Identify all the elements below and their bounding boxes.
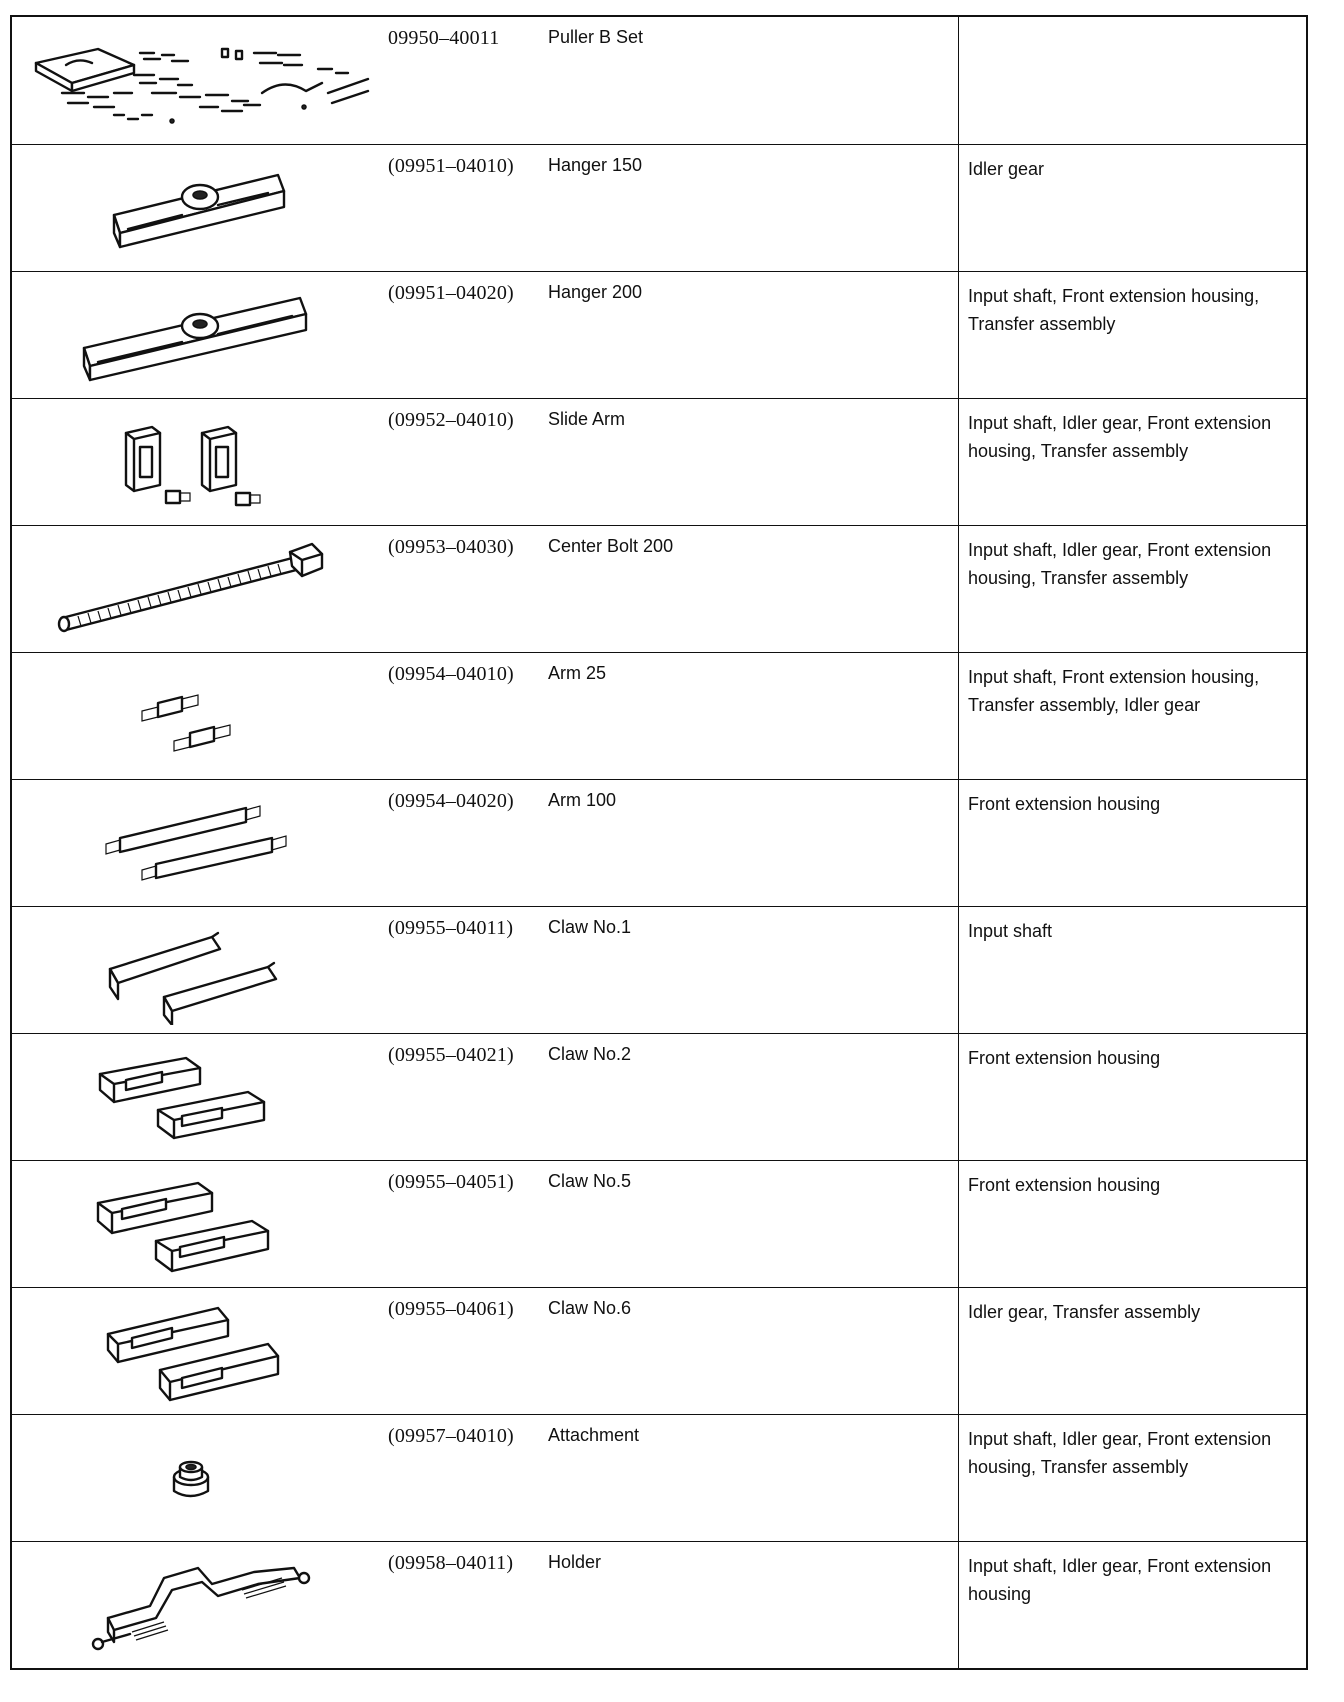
application-note: Input shaft, Idler gear, Front extension housing, Transfer assembly <box>968 413 1272 461</box>
table-row <box>12 652 1306 779</box>
tool-name: Claw No.2 <box>548 1044 632 1064</box>
part-number: (09957–04010) <box>388 1425 514 1447</box>
part-number: (09955–04051) <box>388 1171 514 1193</box>
table-row <box>12 1541 1306 1668</box>
part-number: (09951–04020) <box>388 282 514 304</box>
column-divider <box>958 1542 959 1668</box>
column-divider <box>958 145 959 271</box>
part-number: (09955–04021) <box>388 1044 514 1066</box>
part-number: (09955–04011) <box>388 917 514 939</box>
application-note: Front extension housing <box>968 1048 1161 1068</box>
table-row <box>12 779 1306 906</box>
application-note: Idler gear <box>968 159 1045 179</box>
application-note: Idler gear, Transfer assembly <box>968 1302 1201 1322</box>
application-note: Front extension housing <box>968 794 1161 814</box>
column-divider <box>958 653 959 779</box>
table-row <box>12 17 1306 144</box>
tool-name: Center Bolt 200 <box>548 536 674 556</box>
column-divider <box>958 272 959 398</box>
holder-illustration <box>22 1548 382 1660</box>
column-divider <box>958 907 959 1033</box>
application-note: Input shaft, Front extension housing, Transfer assembly, Idler gear <box>968 667 1260 715</box>
column-divider <box>958 1034 959 1160</box>
column-divider <box>958 1161 959 1287</box>
tool-name: Claw No.1 <box>548 917 632 937</box>
tool-name: Puller B Set <box>548 27 644 47</box>
application-note: Front extension housing <box>968 1175 1161 1195</box>
application-note: Input shaft, Idler gear, Front extension housing, Transfer assembly <box>968 540 1272 588</box>
tool-name: Arm 25 <box>548 663 607 683</box>
claw-no-6-illustration <box>22 1294 382 1406</box>
tool-name: Arm 100 <box>548 790 617 810</box>
part-number: (09954–04010) <box>388 663 514 685</box>
column-divider <box>958 399 959 525</box>
column-divider <box>958 780 959 906</box>
part-number: (09953–04030) <box>388 536 514 558</box>
table-row <box>12 271 1306 398</box>
tool-name: Claw No.5 <box>548 1171 632 1191</box>
application-note: Input shaft, Front extension housing, Transfer assembly <box>968 286 1260 334</box>
part-number: (09952–04010) <box>388 409 514 431</box>
table-row <box>12 1033 1306 1160</box>
application-note: Input shaft <box>968 921 1053 941</box>
column-divider <box>958 17 959 144</box>
attachment-illustration <box>22 1421 382 1533</box>
part-number: (09958–04011) <box>388 1552 514 1574</box>
table-row <box>12 1414 1306 1541</box>
arm-25-illustration <box>22 659 382 771</box>
tool-name: Hanger 150 <box>548 155 643 175</box>
hanger-150-illustration <box>22 151 382 263</box>
table-row <box>12 398 1306 525</box>
tool-name: Slide Arm <box>548 409 626 429</box>
claw-no-1-illustration <box>22 913 382 1025</box>
table-row <box>12 1287 1306 1414</box>
tool-name: Claw No.6 <box>548 1298 632 1318</box>
arm-100-illustration <box>22 786 382 898</box>
slide-arm-illustration <box>22 405 382 517</box>
column-divider <box>958 1415 959 1541</box>
claw-no-5-illustration <box>22 1167 382 1279</box>
application-note: Input shaft, Idler gear, Front extension housing, Transfer assembly <box>968 1429 1272 1477</box>
table-row <box>12 525 1306 652</box>
tool-name: Hanger 200 <box>548 282 643 302</box>
table-row <box>12 906 1306 1033</box>
hanger-200-illustration <box>22 278 382 390</box>
puller-b-set-illustration <box>22 23 382 135</box>
part-number: (09955–04061) <box>388 1298 514 1320</box>
center-bolt-200-illustration <box>22 532 382 644</box>
tool-name: Attachment <box>548 1425 640 1445</box>
tool-name: Holder <box>548 1552 602 1572</box>
column-divider <box>958 526 959 652</box>
part-number: (09951–04010) <box>388 155 514 177</box>
part-number: (09954–04020) <box>388 790 514 812</box>
table-row <box>12 144 1306 271</box>
special-service-tools-table <box>10 15 1308 1670</box>
table-row <box>12 1160 1306 1287</box>
application-note: Input shaft, Idler gear, Front extension housing <box>968 1556 1272 1604</box>
claw-no-2-illustration <box>22 1040 382 1152</box>
part-number: 09950–40011 <box>388 27 500 49</box>
column-divider <box>958 1288 959 1414</box>
